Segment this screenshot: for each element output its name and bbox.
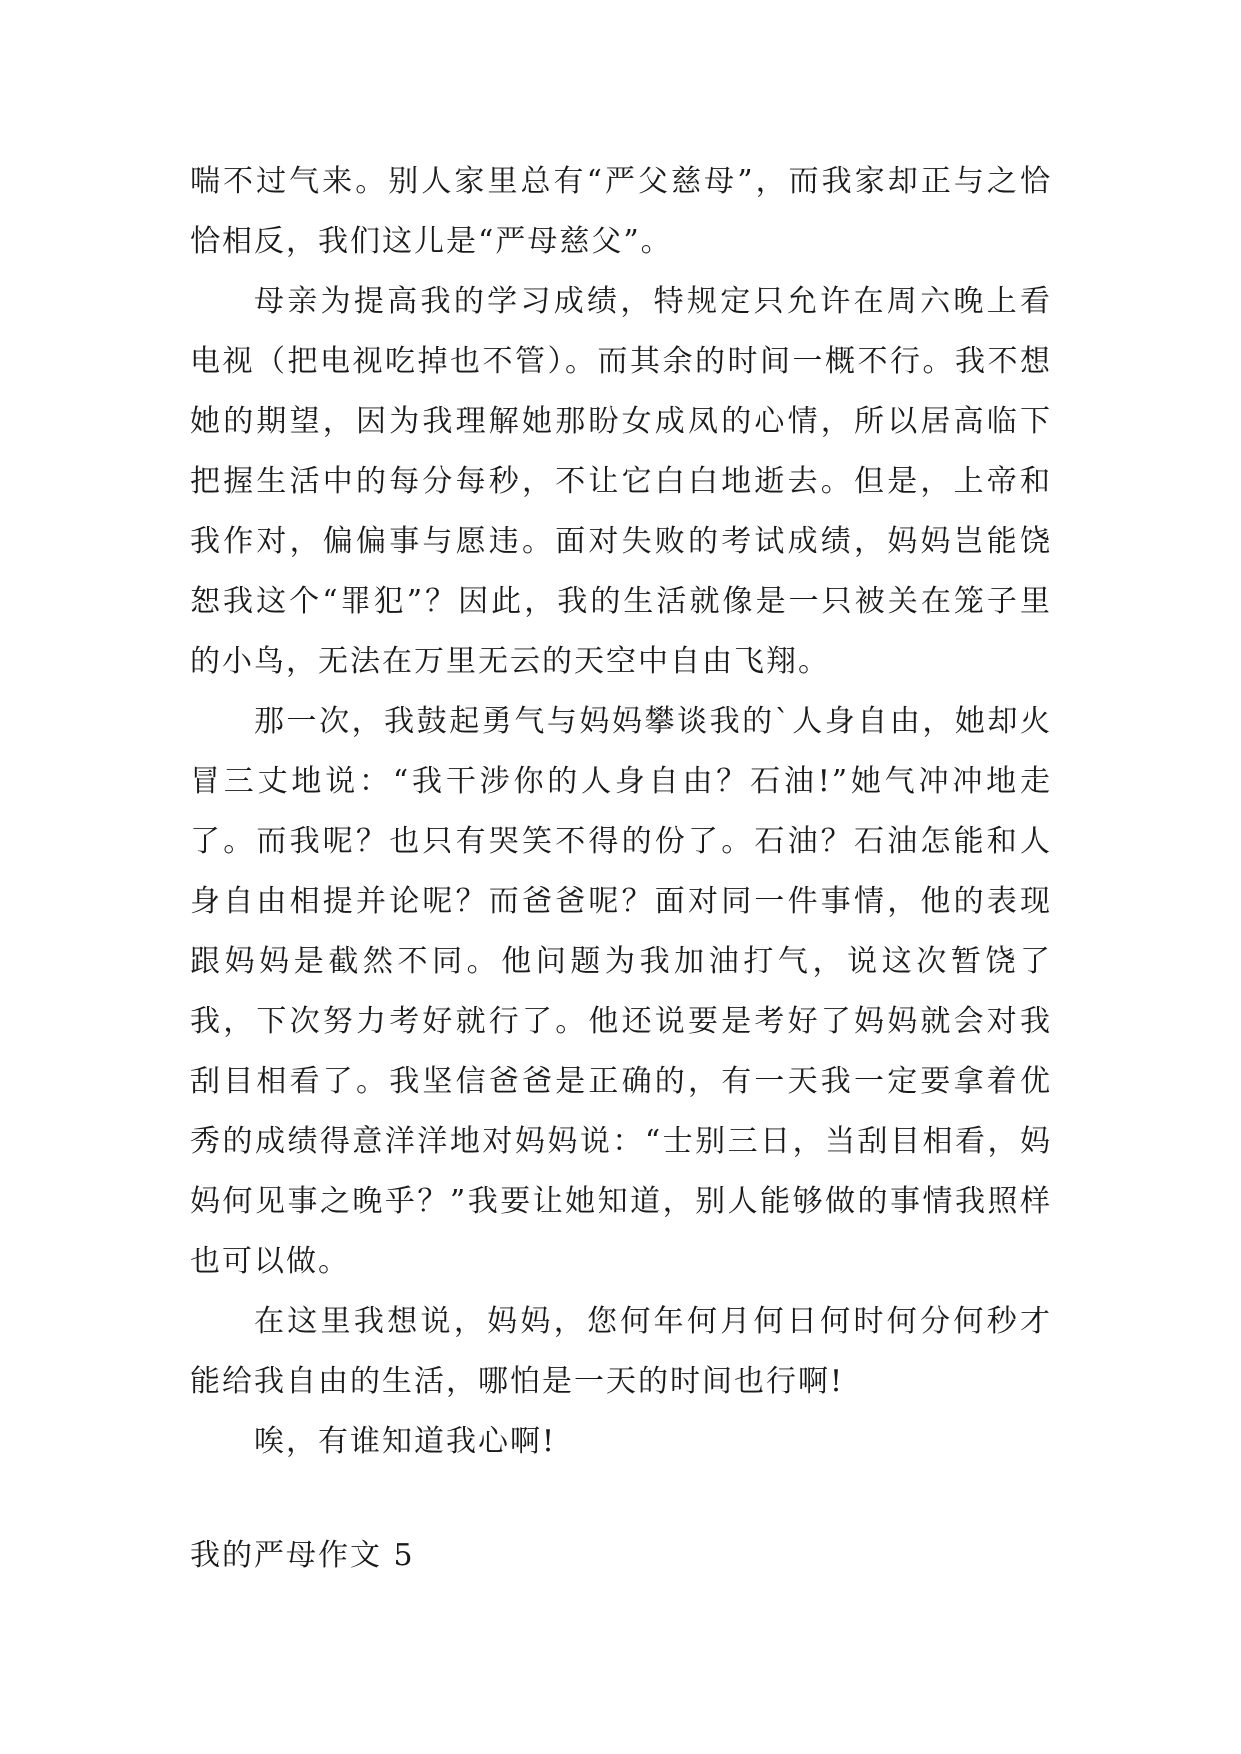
paragraph-5: 唉，有谁知道我心啊! [254, 1424, 557, 1459]
section-heading: 我的严母作文 5 [190, 1538, 415, 1573]
paragraph-2: 母亲为提高我的学习成绩，特规定只允许在周六晚上看电视（把电视吃掉也不管）。而其余的时间一概不行。我不想她的期望，因为我理解她那盼女成凤的心情，所以居高临下把握生活中的每分每秒，不让它白白地逝去。但是，上帝和我作对，偏偏事与愿违。面对失败的考试成绩，妈妈岂能饶恕我这个“罪犯”？因此，我的生活就像是一只被关在笼子里的小鸟，无法在万里无云的天空中自由飞翔。 [190, 284, 1052, 679]
document-body [190, 152, 1052, 1472]
paragraph-1: 喘不过气来。别人家里总有“严父慈母”，而我家却正与之恰恰相反，我们这儿是“严母慈父”。 [190, 164, 1052, 259]
paragraph-4: 在这里我想说，妈妈，您何年何月何日何时何分何秒才能给我自由的生活，哪怕是一天的时间也行啊! [190, 1304, 1052, 1399]
paragraph-3: 那一次，我鼓起勇气与妈妈攀谈我的`人身自由，她却火冒三丈地说：“我干涉你的人身自由？石油!”她气冲冲地走了。而我呢？也只有哭笑不得的份了。石油？石油怎能和人身自由相提并论呢？而爸爸呢？面对同一件事情，他的表现跟妈妈是截然不同。他问题为我加油打气，说这次暂饶了我，下次努力考好就行了。他还说要是考好了妈妈就会对我刮目相看了。我坚信爸爸是正确的，有一天我一定要拿着优秀的成绩得意洋洋地对妈妈说：“士别三日，当刮目相看，妈妈何见事之晚乎？”我要让她知道，别人能够做的事情我照样也可以做。 [190, 704, 1052, 1279]
